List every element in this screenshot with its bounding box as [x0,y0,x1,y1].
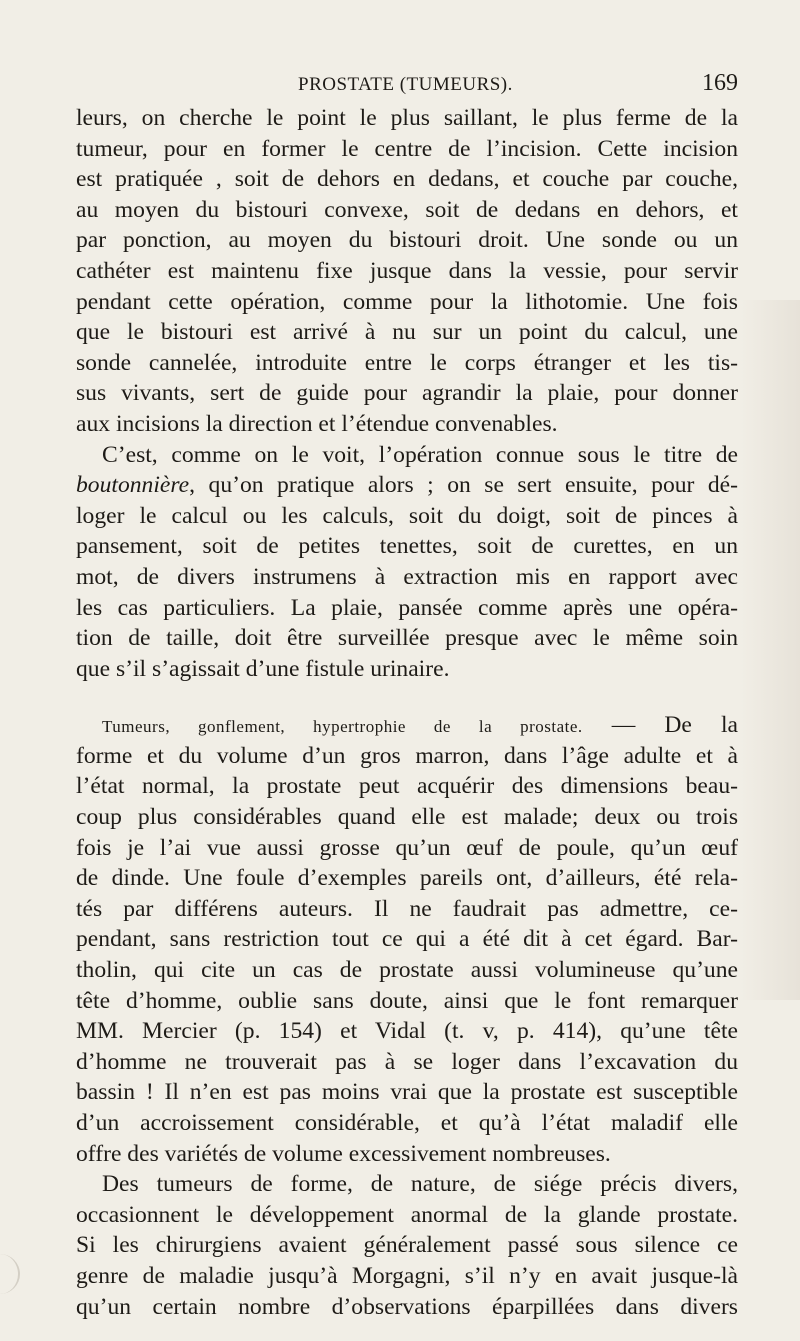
text-span: , qu’on pratique alors ; on se sert ensuite, pour dé- [189,472,738,499]
text-line: leurs, on cherche le point le plus saillant, le plus ferme de la [76,105,738,131]
italic-term: boutonnière [76,472,190,499]
paragraph-gap [76,684,738,710]
text-line: Si les chirurgiens avaient généralement passé sous silence ce [76,1232,738,1259]
text-span: Des tumeurs de forme, de nature, de siége précis divers, [102,1171,738,1198]
text-line: tés par différens auteurs. Il ne faudrait pas admettre, ce- [76,895,738,922]
text-line: de dinde. Une foule d’exemples pareils ont, d’ailleurs, été rela- [76,865,738,892]
text-line: offre des variétés de volume excessivement nombreuses. [76,1140,611,1167]
text-line: forme et du volume d’un gros marron, dans l’âge adulte et à [76,742,738,769]
text-span: C’est, comme on le voit, l’opération connue sous le titre de [102,441,738,468]
text-line: pendant cette opération, comme pour la lithotomie. Une fois [76,288,738,315]
text-line: aux incisions la direction et l’étendue convenables. [76,410,558,437]
text-line: d’un accroissement considérable, et qu’à l’état maladif elle [76,1110,738,1136]
paragraph-2 [76,440,738,685]
text-line: occasionnent le développement anormal de la glande prostate. [76,1201,738,1228]
text-line: est pratiquée , soit de dehors en dedans, et couche par couche, [76,166,738,193]
text-line: tumeur, pour en former le centre de l’incision. Cette incision [76,135,738,162]
text-line: cathéter est maintenu fixe jusque dans la vessie, pour servir [76,257,738,284]
text-line: au moyen du bistouri convexe, soit de dedans en dehors, et [76,196,738,223]
paragraph-1 [76,103,738,440]
text-line: que le bistouri est arrivé à nu sur un point du calcul, une [76,319,738,346]
text-line [76,1169,738,1200]
running-title: PROSTATE (TUMEURS). [298,74,513,95]
text-line: loger le calcul ou les calculs, soit du doigt, soit de pinces à [76,502,738,529]
text-line: pansement, soit de petites tenettes, soit de curettes, en un [76,533,738,560]
text-line: MM. Mercier (p. 154) et Vidal (t. v, p. 414), qu’une tête [76,1018,738,1045]
text-line: par ponction, au moyen du bistouri droit. Une sonde ou un [76,227,738,254]
section-heading: Tumeurs, gonflement, hypertrophie de la prostate. [102,717,583,737]
paragraph-4 [76,1169,738,1322]
text-line: sus vivants, sert de guide pour agrandir la plaie, pour donner [76,380,738,407]
page-edge-mark [0,1254,20,1294]
text-line: mot, de divers instrumens à extraction mis en rapport avec [76,563,738,590]
text-line: que s’il s’agissait d’une fistule urinaire. [76,655,450,682]
text-line [76,440,738,471]
text-line: d’homme ne trouverait pas à se loger dans l’excavation du [76,1048,738,1075]
text-line: les cas particuliers. La plaie, pansée comme après une opéra- [76,594,738,621]
paragraph-3 [76,710,738,1169]
text-line: qu’un certain nombre d’observations éparpillées dans divers [76,1293,738,1320]
text-line: genre de maladie jusqu’à Morgagni, s’il n’y en avait jusque-là [76,1262,738,1289]
page-header [0,70,800,104]
text-line: pendant, sans restriction tout ce qui a été dit à cet égard. Bar- [76,926,738,953]
page-number: 169 [702,70,738,96]
text-line: tion de taille, doit être surveillée presque avec le même soin [76,625,738,652]
page-shadow [740,300,800,1000]
text-line [76,470,738,501]
text-line: coup plus considérables quand elle est malade; deux ou trois [76,804,738,831]
text-span: — De la [582,712,738,739]
text-line: sonde cannelée, introduite entre le corps étranger et les tis- [76,349,738,376]
page-body [76,103,738,1322]
text-line: tête d’homme, oublie sans doute, ainsi que le font remarquer [76,987,738,1014]
text-line: tholin, qui cite un cas de prostate aussi volumineuse qu’une [76,957,738,984]
text-line [76,710,738,741]
text-line: fois je l’ai vue aussi grosse qu’un œuf de poule, qu’un œuf [76,834,738,861]
text-line: bassin ! Il n’en est pas moins vrai que la prostate est susceptible [76,1079,738,1106]
text-line: l’état normal, la prostate peut acquérir des dimensions beau- [76,773,738,800]
